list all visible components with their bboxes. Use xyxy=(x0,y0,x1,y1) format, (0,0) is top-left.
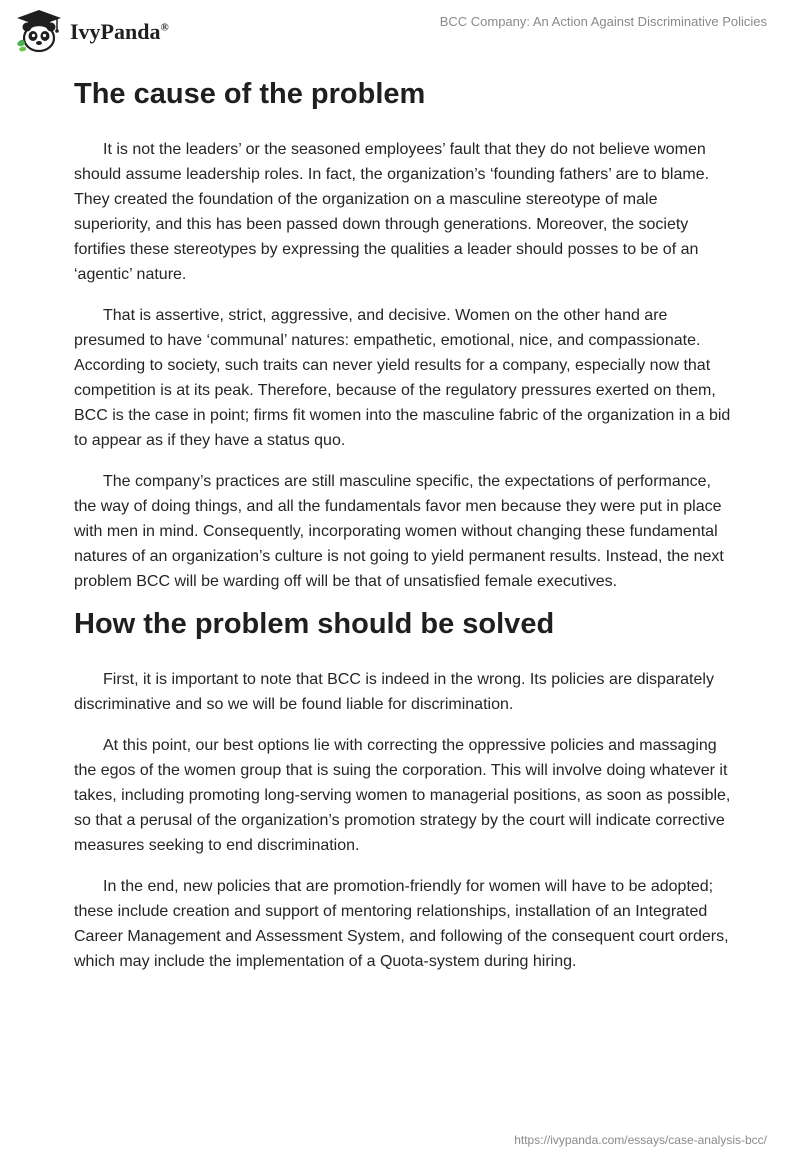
brand-text: IvyPanda xyxy=(70,19,161,44)
essay-content xyxy=(74,70,734,974)
footer-url-link[interactable]: https://ivypanda.com/essays/case-analysis-bcc/ xyxy=(514,1133,767,1147)
document-title: BCC Company: An Action Against Discriminative Policies xyxy=(439,14,767,29)
page-header xyxy=(0,0,800,60)
panda-graduate-icon xyxy=(14,8,64,54)
paragraph: At this point, our best options lie with correcting the oppressive policies and massaging the egos of the women group that is suing the corporation. This will involve doing whatever it takes, including promoting long-serving women to managerial positions, as soon as possible, so that a perusal of the organization’s promotion strategy by the court will indicate corrective measures seeking to end discrimination. xyxy=(74,737,731,854)
paragraph: In the end, new policies that are promotion-friendly for women will have to be adopted; these include creation and support of mentoring relationships, installation of an Integrated Career Management and Assessment System, and following of the consequent court orders, which may include the implementation of a Quota-system during hiring. xyxy=(74,878,729,970)
registered-mark: ® xyxy=(160,21,169,34)
brand-name xyxy=(70,19,169,45)
section-heading-solution: How the problem should be solved xyxy=(74,608,555,640)
paragraph: That is assertive, strict, aggressive, and decisive. Women on the other hand are presumed to have ‘communal’ natures: empathetic, emotional, nice, and compassionate. According to society, such traits can never yield results for a company, especially now that competition is at its peak. Therefore, because of the regulatory pressures exerted on them, BCC is the case in point; firms fit women into the masculine fabric of the organization in a bid to appear as if they have a status quo. xyxy=(74,307,731,449)
paragraph: The company’s practices are still masculine specific, the expectations of performance, the way of doing things, and all the fundamentals favor men because they were put in place with men in mind. Consequently, incorporating women without changing these fundamental natures of an organization’s culture is not going to yield permanent results. Instead, the next problem BCC will be warding off will be that of unsatisfied female executives. xyxy=(74,473,724,590)
paragraph: First, it is important to note that BCC is indeed in the wrong. Its policies are disparately discriminative and so we will be found liable for discrimination. xyxy=(74,671,714,713)
paragraph: It is not the leaders’ or the seasoned employees’ fault that they do not believe women should assume leadership roles. In fact, the organization’s ‘founding fathers’ are to blame. They created the foundation of the organization on a masculine stereotype of male superiority, and this has been passed down through generations. Moreover, the society fortifies these stereotypes by expressing the qualities a leader should posses to be of an ‘agentic’ nature. xyxy=(74,141,710,283)
section-heading-cause: The cause of the problem xyxy=(74,78,426,110)
ivypanda-logo[interactable] xyxy=(14,8,169,54)
